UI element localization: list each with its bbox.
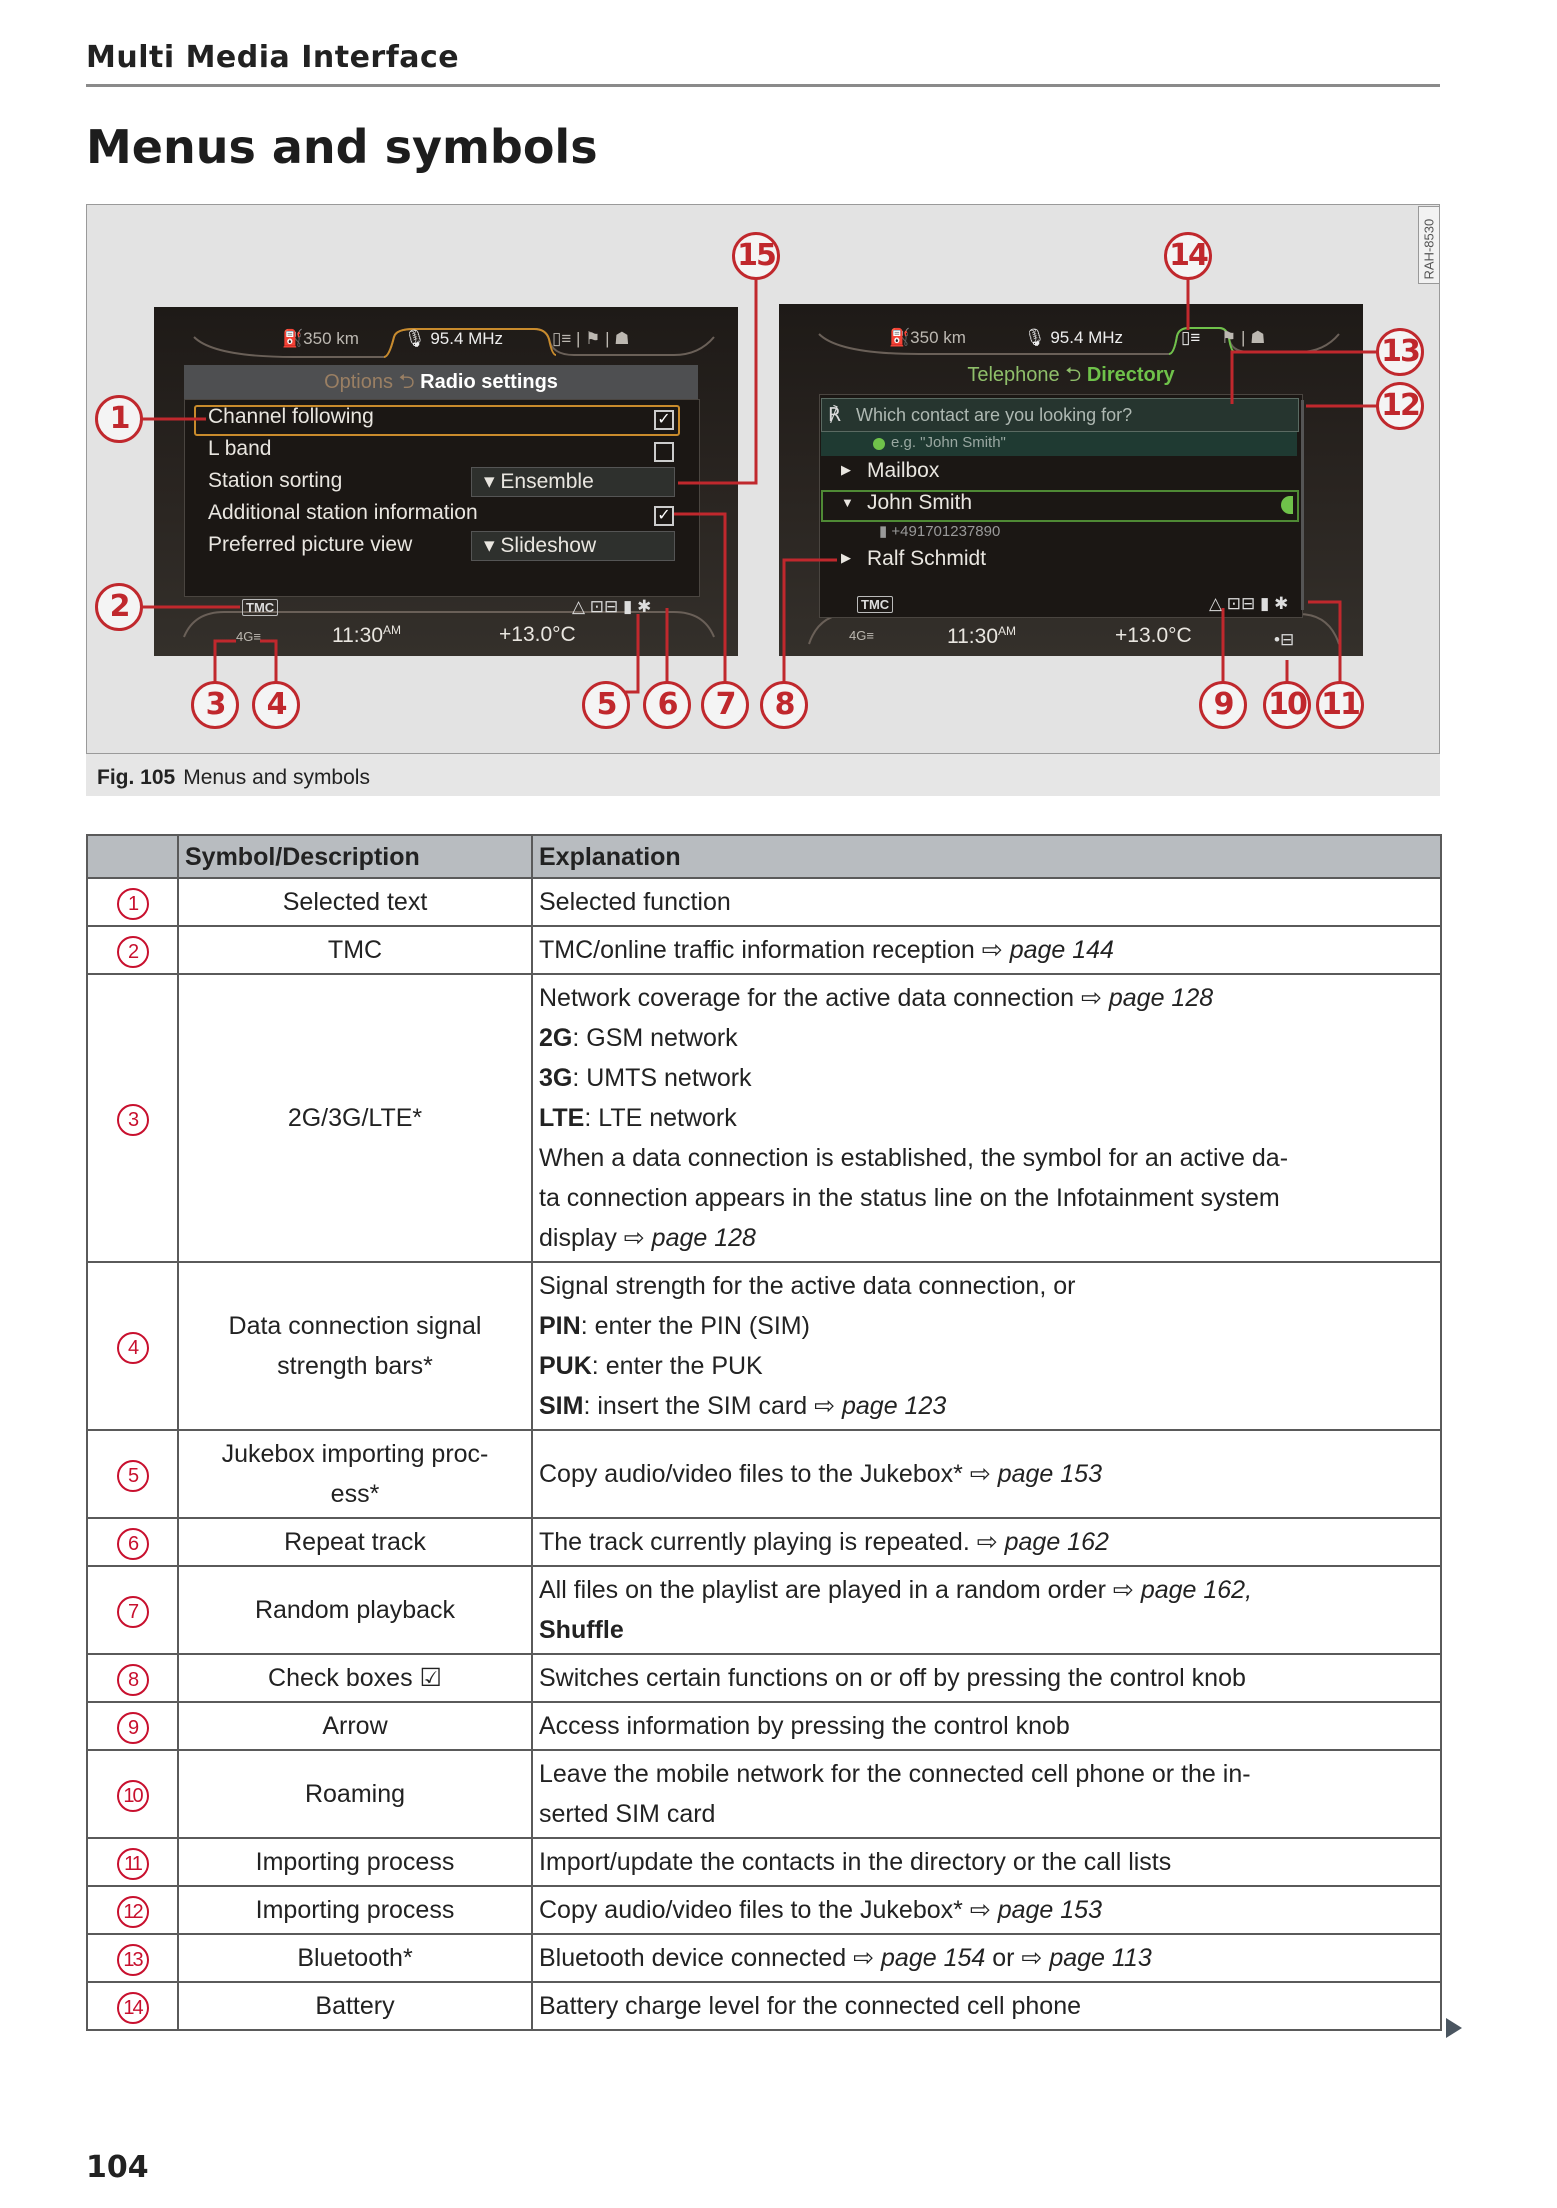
- description-line: 2G/3G/LTE*: [287, 1104, 423, 1132]
- row-number-cell: [87, 1838, 178, 1886]
- setting-station-sorting[interactable]: Station sorting: [208, 469, 343, 492]
- circled-number: 11: [117, 1848, 149, 1880]
- circled-number: 9: [117, 1712, 149, 1744]
- callout-9: 9: [1199, 681, 1247, 729]
- header-symbol: Symbol/Description: [178, 835, 532, 878]
- explanation-line: [539, 930, 1434, 970]
- tmc-icon: TMC: [857, 596, 893, 613]
- row-number-cell: [87, 1886, 178, 1934]
- symbol-description-cell: [178, 878, 532, 926]
- description-line: Arrow: [322, 1712, 388, 1740]
- description-line: Roaming: [304, 1780, 406, 1808]
- explanation-line: [539, 1522, 1434, 1562]
- callout-2: 2: [95, 583, 143, 631]
- page-reference-link[interactable]: page 153: [997, 1460, 1102, 1488]
- circled-number: 2: [117, 936, 149, 968]
- network-type: 4G: [849, 628, 867, 643]
- explanation-line: [539, 1098, 1434, 1138]
- description-line: Jukebox importing proc-: [221, 1440, 489, 1468]
- description-line: Importing process: [255, 1848, 455, 1876]
- explanation-text: Battery charge level for the connected cell phone: [539, 1992, 1082, 2020]
- explanation-line: [539, 882, 1434, 922]
- callout-6: 6: [643, 681, 691, 729]
- table-row: [87, 926, 1441, 974]
- circled-number: 8: [117, 1664, 149, 1696]
- bold-term: 2G: [539, 1024, 573, 1052]
- status-icons: △ ⊡⊟ ▮ ✱: [1209, 594, 1289, 613]
- explanation-line: [539, 1346, 1434, 1386]
- callout-7: 7: [701, 681, 749, 729]
- explanation-cell: [532, 1702, 1441, 1750]
- explanation-text: : enter the PUK: [591, 1352, 763, 1380]
- station-sorting-dropdown[interactable]: ▾ Ensemble: [471, 467, 675, 497]
- checkbox-unchecked[interactable]: [654, 442, 674, 462]
- symbol-description-cell: [178, 1886, 532, 1934]
- checkbox-checked[interactable]: ✓: [654, 410, 674, 430]
- symbol-description-cell: [178, 1518, 532, 1566]
- clock: [947, 624, 1016, 649]
- contact-mailbox[interactable]: Mailbox: [867, 459, 940, 482]
- header-explanation: Explanation: [532, 835, 1441, 878]
- bold-term: Shuffle: [539, 1616, 624, 1644]
- fuel-range-text: 350 km: [303, 329, 359, 348]
- frequency-text: 95.4 MHz: [430, 329, 504, 348]
- page-reference-link[interactable]: page 154: [881, 1944, 986, 1972]
- checkbox-checked[interactable]: ✓: [654, 506, 674, 526]
- breadcrumb-parent[interactable]: Telephone: [967, 364, 1060, 386]
- page-reference-link[interactable]: page 144: [1009, 936, 1114, 964]
- explanation-cell: [532, 1982, 1441, 2030]
- row-number-cell: [87, 974, 178, 1262]
- explanation-line: [539, 1306, 1434, 1346]
- search-prompt: Which contact are you looking for?: [856, 405, 1133, 425]
- table-row: [87, 1654, 1441, 1702]
- row-number-cell: [87, 1566, 178, 1654]
- symbol-description-cell: [178, 1702, 532, 1750]
- description-line: Repeat track: [284, 1528, 426, 1556]
- battery-icon[interactable]: ▯≡: [1181, 328, 1201, 347]
- explanation-line: [539, 1986, 1434, 2026]
- explanation-line: [539, 1706, 1434, 1746]
- callout-10: 10: [1263, 681, 1311, 729]
- description-line: Bluetooth*: [297, 1944, 413, 1972]
- circled-number: 6: [117, 1528, 149, 1560]
- row-number-cell: [87, 1430, 178, 1518]
- network-type: 4G: [236, 629, 254, 644]
- explanation-text: : enter the PIN (SIM): [580, 1312, 810, 1340]
- radio-frequency-tab[interactable]: 🎙 95.4 MHz: [404, 329, 504, 348]
- explanation-text: Network coverage for the active data connection ⇨: [539, 984, 1109, 1012]
- explanation-line: [539, 1058, 1434, 1098]
- table-row: [87, 1566, 1441, 1654]
- explanation-line: [539, 1842, 1434, 1882]
- back-arrow-icon: ⮌: [1065, 364, 1087, 386]
- breadcrumb-current: Radio settings: [420, 371, 558, 393]
- explanation-cell: [532, 1838, 1441, 1886]
- page-reference-link[interactable]: page 153: [997, 1896, 1102, 1924]
- explanation-line: [539, 978, 1434, 1018]
- setting-channel-following[interactable]: Channel following: [208, 405, 374, 428]
- table-row: [87, 878, 1441, 926]
- search-hint-row: [821, 432, 1297, 456]
- explanation-text: Switches certain functions on or off by pressing the control knob: [539, 1664, 1246, 1692]
- explanation-line: [539, 1018, 1434, 1058]
- tmc-icon: TMC: [242, 599, 278, 616]
- circled-number: 14: [117, 1992, 149, 2024]
- row-number-cell: [87, 1654, 178, 1702]
- explanation-text: : GSM network: [572, 1024, 738, 1052]
- time-text: 11:30: [947, 625, 998, 648]
- scrollbar[interactable]: [1301, 400, 1304, 610]
- description-line: Random playback: [254, 1596, 456, 1624]
- table-row: [87, 1838, 1441, 1886]
- circled-number: 3: [117, 1104, 149, 1136]
- callout-5: 5: [582, 681, 630, 729]
- table-row: [87, 1518, 1441, 1566]
- circled-number: 10: [117, 1780, 149, 1812]
- callout-1: 1: [95, 395, 143, 443]
- description-line: Check boxes ☑: [268, 1664, 442, 1692]
- continue-arrow-icon: [1446, 2018, 1462, 2038]
- symbol-description-cell: [178, 1982, 532, 2030]
- explanation-text: Import/update the contacts in the directory or the call lists: [539, 1848, 1172, 1876]
- row-number-cell: [87, 1750, 178, 1838]
- row-number-cell: [87, 1262, 178, 1430]
- contact-john-smith[interactable]: John Smith: [867, 491, 973, 514]
- fuel-range-text: 350 km: [910, 328, 966, 347]
- description-line: TMC: [327, 936, 383, 964]
- explanation-cell: [532, 974, 1441, 1262]
- network-signal-icon: 4G≡: [236, 629, 261, 644]
- voice-search-field[interactable]: [821, 398, 1299, 432]
- explanation-cell: [532, 1750, 1441, 1838]
- outside-temperature: +13.0°C: [499, 623, 576, 646]
- explanation-line: [539, 1386, 1434, 1426]
- ampm: AM: [998, 624, 1016, 638]
- dropdown-value: Slideshow: [500, 534, 597, 557]
- breadcrumb-parent[interactable]: Options: [324, 371, 393, 393]
- phone-number[interactable]: ▮ +491701237890: [879, 523, 1001, 540]
- explanation-text: ta connection appears in the status line on the Infotainment system: [539, 1184, 1280, 1212]
- symbol-description-cell: [178, 1934, 532, 1982]
- explanation-cell: [532, 1566, 1441, 1654]
- figure-reference-code: [1418, 206, 1440, 284]
- description-line: Selected text: [282, 888, 428, 916]
- explanation-line: [539, 1266, 1434, 1306]
- figure-caption-text: Menus and symbols: [183, 766, 370, 789]
- explanation-cell: [532, 926, 1441, 974]
- radio-frequency-tab[interactable]: 🎙 95.4 MHz: [1024, 328, 1124, 347]
- explanation-text: All files on the playlist are played in a random order ⇨: [539, 1576, 1141, 1604]
- phone-number-text: +491701237890: [891, 523, 1001, 540]
- fuel-range: ⛽350 km: [889, 328, 966, 347]
- explanation-line: [539, 1610, 1434, 1650]
- explanation-text: Leave the mobile network for the connected cell phone or the in-: [539, 1760, 1251, 1788]
- symbol-description-cell: [178, 974, 532, 1262]
- explanation-text: display ⇨: [539, 1224, 652, 1252]
- symbol-description-cell: [178, 1566, 532, 1654]
- arrow-down-icon: ▼: [841, 495, 854, 510]
- description-line: Importing process: [255, 1896, 455, 1924]
- explanation-text: : LTE network: [584, 1104, 737, 1132]
- explanation-text: Signal strength for the active data connection, or: [539, 1272, 1076, 1300]
- explanation-text: : UMTS network: [572, 1064, 752, 1092]
- figure-caption: [97, 766, 370, 790]
- circled-number: 1: [117, 888, 149, 920]
- nav-icons: ⚑ | ☗: [1221, 328, 1266, 347]
- explanation-text: Copy audio/video files to the Jukebox* ⇨: [539, 1460, 998, 1488]
- outside-temperature: +13.0°C: [1115, 624, 1192, 647]
- explanation-text: Copy audio/video files to the Jukebox* ⇨: [539, 1896, 998, 1924]
- voice-command-icon: ℟: [828, 405, 841, 426]
- symbol-description-cell: [178, 1750, 532, 1838]
- arrow-right-icon: ▶: [841, 462, 851, 477]
- contact-ralf-schmidt[interactable]: Ralf Schmidt: [867, 547, 987, 570]
- explanation-line: [539, 1218, 1434, 1258]
- table-row: [87, 1934, 1441, 1982]
- setting-additional-info[interactable]: Additional station information: [208, 501, 478, 524]
- callout-14: 14: [1164, 232, 1212, 280]
- explanation-line: [539, 1938, 1434, 1978]
- running-header: Multi Media Interface: [86, 40, 460, 75]
- explanation-line: [539, 1658, 1434, 1698]
- explanation-text: Access information by pressing the control knob: [539, 1712, 1070, 1740]
- circled-number: 13: [117, 1944, 149, 1976]
- callout-11: 11: [1316, 681, 1364, 729]
- callout-3: 3: [191, 681, 239, 729]
- symbols-table: [86, 834, 1442, 2031]
- bold-term: SIM: [539, 1392, 584, 1420]
- ref-code-text: RAH-8530: [1421, 218, 1437, 280]
- explanation-line: [539, 1794, 1434, 1834]
- table-row: [87, 1886, 1441, 1934]
- ampm: AM: [383, 623, 401, 637]
- explanation-line: [539, 1570, 1434, 1610]
- page-reference-link[interactable]: page 128: [651, 1224, 756, 1252]
- description-line: ess*: [330, 1480, 380, 1508]
- explanation-cell: [532, 1430, 1441, 1518]
- explanation-text: serted SIM card: [539, 1800, 716, 1828]
- row-number-cell: [87, 926, 178, 974]
- back-arrow-icon: ⮌: [398, 371, 421, 393]
- bold-term: PIN: [539, 1312, 581, 1340]
- row-number-cell: [87, 1518, 178, 1566]
- description-line: Battery: [315, 1992, 395, 2020]
- table-row: [87, 974, 1441, 1262]
- header-divider: [86, 84, 1440, 87]
- explanation-cell: [532, 1518, 1441, 1566]
- setting-picture-view[interactable]: Preferred picture view: [208, 533, 413, 556]
- explanation-line: [539, 1178, 1434, 1218]
- description-line: strength bars*: [277, 1352, 433, 1380]
- arrow-right-icon: ▶: [841, 550, 851, 565]
- explanation-cell: [532, 1934, 1441, 1982]
- row-number-cell: [87, 1982, 178, 2030]
- status-icons: △ ⊡⊟ ▮ ✱: [572, 597, 652, 616]
- explanation-text: : insert the SIM card ⇨: [583, 1392, 842, 1420]
- page-reference-link[interactable]: page 113: [1049, 1944, 1152, 1972]
- header-number: [87, 835, 178, 878]
- telephone-directory-screen: [779, 304, 1363, 656]
- circled-number: 5: [117, 1460, 149, 1492]
- picture-view-dropdown[interactable]: ▾ Slideshow: [471, 531, 675, 561]
- row-number-cell: [87, 1934, 178, 1982]
- table-row: [87, 1702, 1441, 1750]
- fuel-range: ⛽350 km: [282, 329, 359, 348]
- explanation-cell: [532, 878, 1441, 926]
- circled-number: 7: [117, 1596, 149, 1628]
- breadcrumb-current: Directory: [1086, 364, 1175, 386]
- title-bar: [184, 365, 698, 399]
- time-text: 11:30: [332, 624, 383, 647]
- explanation-text: TMC/online traffic information reception ⇨: [539, 936, 1010, 964]
- page-reference-link[interactable]: page 123: [842, 1392, 947, 1420]
- title-bar: [779, 360, 1363, 394]
- setting-l-band[interactable]: L band: [208, 437, 272, 460]
- figure-label: Fig. 105: [97, 766, 176, 789]
- explanation-cell: [532, 1654, 1441, 1702]
- frequency-text: 95.4 MHz: [1050, 328, 1124, 347]
- circled-number: 12: [117, 1896, 149, 1928]
- page-title: Menus and symbols: [86, 120, 598, 174]
- call-icon[interactable]: [1281, 496, 1293, 514]
- table-row: [87, 1982, 1441, 2030]
- table-row: [87, 1430, 1441, 1518]
- search-hint: e.g. "John Smith": [891, 434, 1006, 451]
- callout-12: 12: [1376, 382, 1424, 430]
- bold-term: 3G: [539, 1064, 573, 1092]
- circled-number: 4: [117, 1332, 149, 1364]
- explanation-line: [539, 1890, 1434, 1930]
- explanation-text: Selected function: [539, 888, 731, 916]
- symbol-description-cell: [178, 926, 532, 974]
- callout-13: 13: [1376, 328, 1424, 376]
- explanation-text: or ⇨: [985, 1944, 1050, 1972]
- bold-term: PUK: [539, 1352, 592, 1380]
- explanation-text: Bluetooth device connected ⇨: [539, 1944, 882, 1972]
- table-row: [87, 1750, 1441, 1838]
- table-row: [87, 1262, 1441, 1430]
- symbol-description-cell: [178, 1654, 532, 1702]
- explanation-line: [539, 1754, 1434, 1794]
- explanation-text: The track currently playing is repeated. ⇨: [539, 1528, 1005, 1556]
- page-reference-link[interactable]: page 162,: [1140, 1576, 1253, 1604]
- explanation-cell: [532, 1886, 1441, 1934]
- network-signal-icon: 4G≡: [849, 628, 874, 643]
- row-number-cell: [87, 1702, 178, 1750]
- dropdown-value: Ensemble: [500, 470, 594, 493]
- symbol-description-cell: [178, 1262, 532, 1430]
- roaming-icon: •⊟: [1274, 630, 1295, 649]
- explanation-cell: [532, 1262, 1441, 1430]
- page-number: 104: [86, 2150, 149, 2185]
- page-reference-link[interactable]: page 162: [1004, 1528, 1109, 1556]
- phone-battery-icon: ▯≡ | ⚑ | ☗: [552, 329, 630, 348]
- page-reference-link[interactable]: page 128: [1108, 984, 1214, 1012]
- bold-term: LTE: [539, 1104, 585, 1132]
- callout-8: 8: [760, 681, 808, 729]
- radio-settings-screen: [154, 307, 738, 656]
- symbol-description-cell: [178, 1838, 532, 1886]
- callout-15: 15: [732, 232, 780, 280]
- explanation-text: When a data connection is established, the symbol for an active da-: [539, 1144, 1289, 1172]
- callout-4: 4: [252, 681, 300, 729]
- explanation-line: [539, 1454, 1434, 1494]
- clock: [332, 623, 401, 648]
- symbol-description-cell: [178, 1430, 532, 1518]
- explanation-line: [539, 1138, 1434, 1178]
- info-icon: [873, 438, 885, 450]
- description-line: Data connection signal: [228, 1312, 482, 1340]
- row-number-cell: [87, 878, 178, 926]
- table-header-row: [87, 835, 1441, 878]
